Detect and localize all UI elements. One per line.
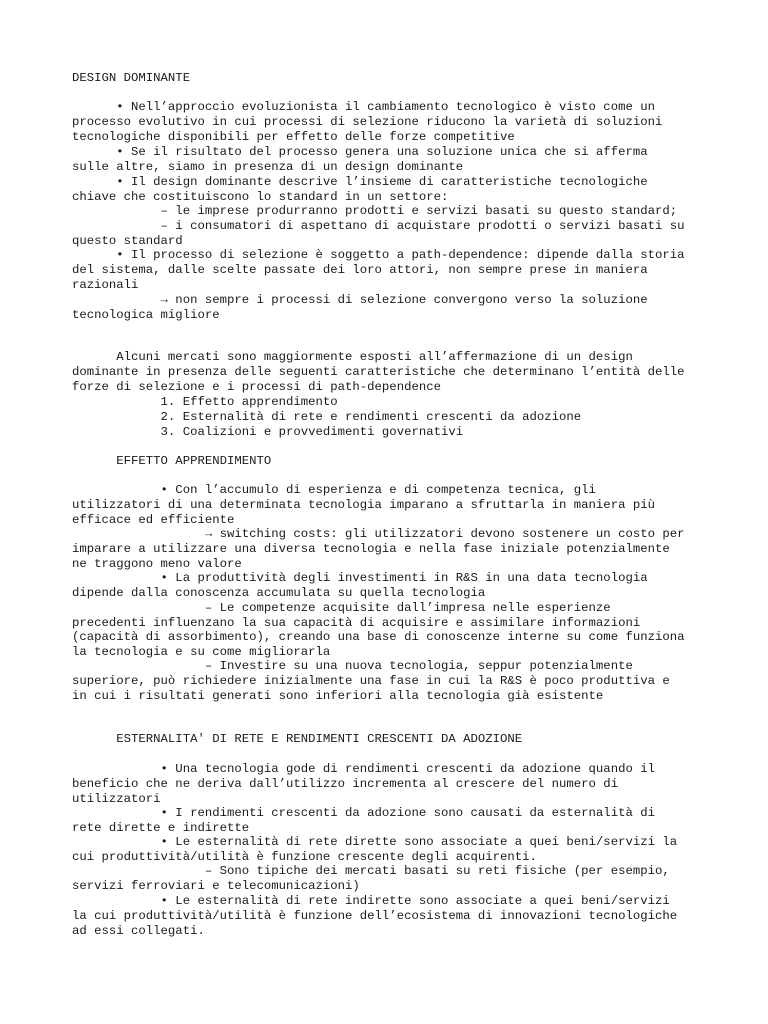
text-line: superiore, può richiedere inizialmente una fase in cui la R&S è poco produttiva e — [72, 674, 670, 688]
text-line: precedenti influenzano la sua capacità di acquisire e assimilare informazioni — [72, 616, 641, 630]
text-line: dominante in presenza delle seguenti caratteristiche che determinano l’entità delle — [72, 365, 685, 379]
text-line: cui produttività/utilità è funzione crescente degli acquirenti. — [72, 850, 537, 864]
text-line: (capacità di assorbimento), creando una base di conoscenze interne su come funziona — [72, 630, 685, 644]
text-line: 1. Effetto apprendimento — [72, 395, 338, 409]
text-line: forze di selezione e i processi di path-dependence — [72, 380, 441, 394]
text-line: – Sono tipiche dei mercati basati su reti fisiche (per esempio, — [72, 864, 670, 878]
text-line: EFFETTO APPRENDIMENTO — [72, 454, 272, 468]
text-line: ESTERNALITA' DI RETE E RENDIMENTI CRESCENTI DA ADOZIONE — [72, 732, 523, 746]
text-line: • I rendimenti crescenti da adozione sono causati da esternalità di — [72, 806, 655, 820]
text-line: – Le competenze acquisite dall’impresa nelle esperienze — [72, 601, 611, 615]
text-line: servizi ferroviari e telecomunicazioni) — [72, 879, 360, 893]
text-line: utilizzatori di una determinata tecnologia imparano a sfruttarla in maniera più — [72, 498, 655, 512]
text-line: efficace ed efficiente — [72, 513, 235, 527]
text-line: tecnologica migliore — [72, 308, 220, 322]
text-line: • Nell’approccio evoluzionista il cambiamento tecnologico è visto come un — [72, 100, 655, 114]
text-line: • Il processo di selezione è soggetto a path-dependence: dipende dalla storia — [72, 248, 685, 262]
text-line: ad essi collegati. — [72, 924, 205, 938]
text-line: tecnologiche disponibili per effetto delle forze competitive — [72, 130, 515, 144]
text-line: la cui produttività/utilità è funzione dell’ecosistema di innovazioni tecnologiche — [72, 909, 678, 923]
text-line: beneficio che ne deriva dall’utilizzo incrementa al crescere del numero di — [72, 777, 619, 791]
text-line: ne traggono meno valore — [72, 557, 242, 571]
text-line: DESIGN DOMINANTE — [72, 71, 191, 85]
text-line: dipende dalla conoscenza accumulata su quella tecnologia — [72, 586, 486, 600]
text-line: la tecnologia e su come migliorarla — [72, 645, 331, 659]
text-line: utilizzatori — [72, 792, 161, 806]
text-line: – Investire su una nuova tecnologia, seppur potenzialmente — [72, 659, 633, 673]
text-line: in cui i risultati generati sono inferiori alla tecnologia già esistente — [72, 689, 604, 703]
text-line: Alcuni mercati sono maggiormente esposti all’affermazione di un design — [72, 350, 633, 364]
text-line: razionali — [72, 278, 139, 292]
text-line: questo standard — [72, 234, 183, 248]
text-line: processo evolutivo in cui processi di selezione riducono la varietà di soluzioni — [72, 115, 663, 129]
text-line: chiave che costituiscono lo standard in un settore: — [72, 190, 449, 204]
text-line: – le imprese produrranno prodotti e servizi basati su questo standard; — [72, 204, 678, 218]
text-line: • Le esternalità di rete dirette sono associate a quei beni/servizi la — [72, 835, 678, 849]
text-line: del sistema, dalle scelte passate dei loro attori, non sempre prese in maniera — [72, 263, 648, 277]
text-line: → switching costs: gli utilizzatori devono sostenere un costo per — [72, 527, 685, 541]
text-line: 3. Coalizioni e provvedimenti governativi — [72, 425, 464, 439]
text-line: → non sempre i processi di selezione convergono verso la soluzione — [72, 293, 648, 307]
text-line: • Se il risultato del processo genera una soluzione unica che si afferma — [72, 145, 648, 159]
text-line: • Con l’accumulo di esperienza e di competenza tecnica, gli — [72, 483, 596, 497]
text-line: rete dirette e indirette — [72, 821, 250, 835]
text-line: • La produttività degli investimenti in R&S in una data tecnologia — [72, 571, 648, 585]
text-line: imparare a utilizzare una diversa tecnologia e nella fase iniziale potenzialmente — [72, 542, 670, 556]
text-line: 2. Esternalità di rete e rendimenti crescenti da adozione — [72, 410, 582, 424]
text-line: sulle altre, siamo in presenza di un design dominante — [72, 160, 464, 174]
text-line: • Le esternalità di rete indirette sono associate a quei beni/servizi — [72, 894, 670, 908]
text-line: • Il design dominante descrive l’insieme di caratteristiche tecnologiche — [72, 175, 648, 189]
text-line: – i consumatori di aspettano di acquistare prodotti o servizi basati su — [72, 219, 685, 233]
text-line: • Una tecnologia gode di rendimenti crescenti da adozione quando il — [72, 762, 655, 776]
